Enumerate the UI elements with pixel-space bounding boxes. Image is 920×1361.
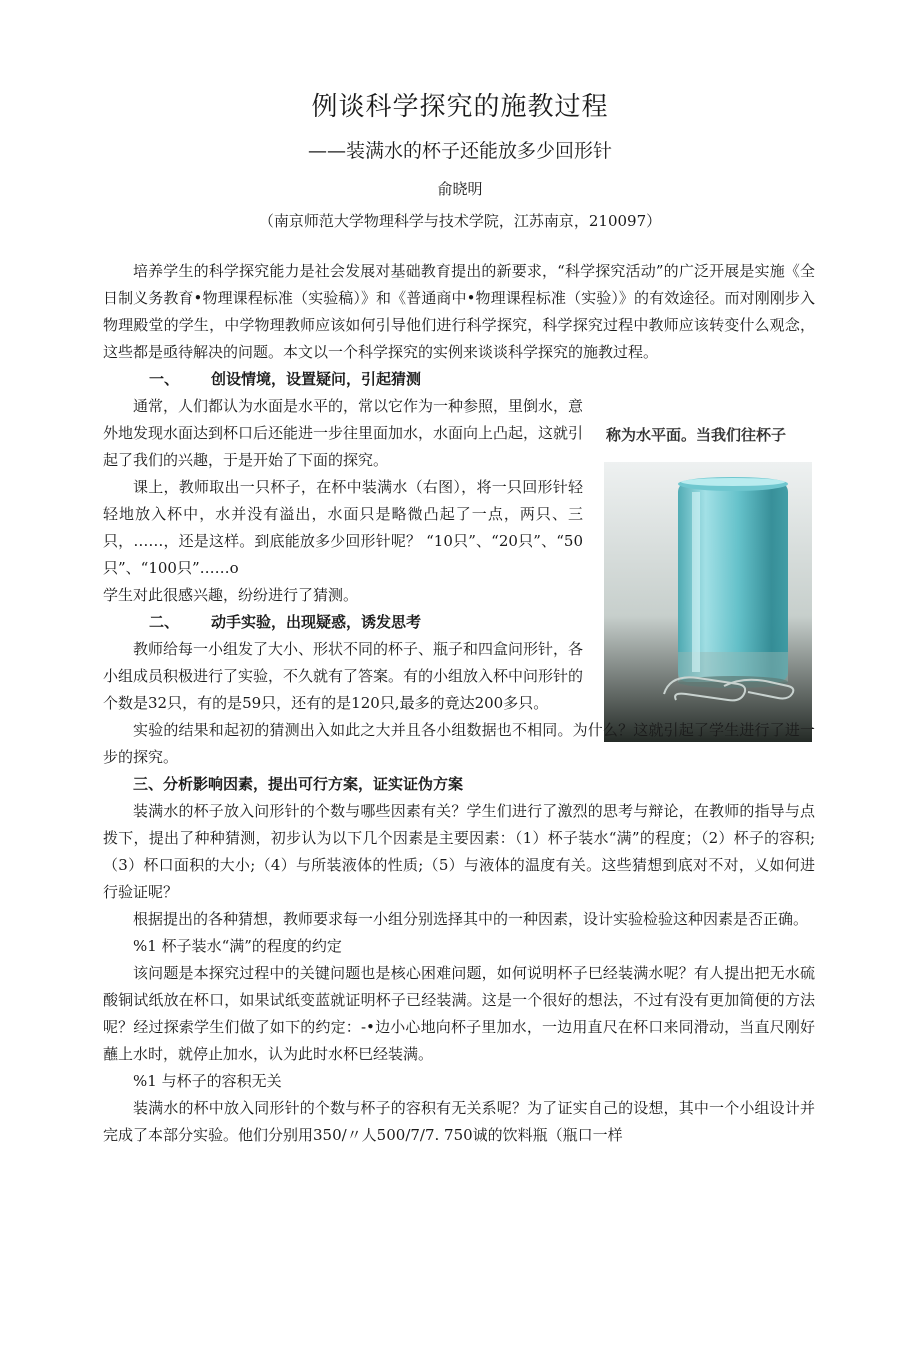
paragraph: 装满水的杯中放入同形针的个数与杯子的容积有无关系呢？为了证实自己的设想，其中一个小组设计并完成了本部分实验。他们分别用350/〃人500/7/7. 750诚的饮料瓶（瓶口一样 [103,1099,815,1144]
intro-paragraph: 培养学生的科学探究能力是社会发展对基础教育提出的新要求，“科学探究活动”的广泛开展是实施《全日制义务教育•物理课程标准（实验稿）》和《普通商中•物理课程标准（实验）》的有效途径。而对刚刚步入物理殿堂的学生，中学物理教师应该如何引导他们进行科学探究，科学探究过程中教师应该转变什么观念，这些都是亟待解决的问题。本文以一个科学探究的实例来谈谈科学探究的施教过程。 [103,262,815,361]
paragraph: 该问题是本探究过程中的关键问题也是核心困难问题，如何说明杯子巳经装满水呢？有人提出把无水硫酸铜试纸放在杯口，如果试纸变蓝就证明杯子已经装满。这是一个很好的想法，不过有没有更加简便的方法呢？经过探索学生们做了如下的约定：-•边小心地向杯子里加水，一边用直尺在杯口来同滑动，当直尺刚好蘸上水时，就停止加水，认为此时水杯巳经装满。 [103,964,815,1063]
paragraph: 课上，教师取出一只杯子，在杯中装满水（右图），将一只回形针轻轻地放入杯中，水并没有溢出，水面只是略微凸起了一点，两只、三只，……，还是这样。到底能放多少回形针呢？ “10只”、“20只”、“50只”、“100只”……o [103,478,583,577]
paragraph: 通常，人们都认为水面是水平的，常以它作为一种参照，里倒水，意外地发现水面达到杯口后还能进一步往里面加水，水面向上凸起，这就引起了我们的兴趣，于是开始了下面的探究。 [103,397,584,469]
section-heading-text: 动手实验，出现疑惑，诱发思考 [211,613,422,631]
paragraph: 教师给每一小组发了大小、形状不同的杯子、瓶子和四盒问形针，各小组成员积极进行了实验，不久就有了答案。有的小组放入杯中问形针的个数是32只，有的是59只，还有的是120只,最多的竟达200多只。 [103,640,584,712]
article-title: 例谈科学探究的施教过程 [311,92,609,122]
article-body [103,258,815,1149]
paragraph: 学生对此很感兴趣，纷纷进行了猜测。 [103,586,359,604]
clipped-text-fragment: 称为水平面。当我们往杯子 [606,426,787,444]
author-affiliation: （南京师范大学物理科学与技术学院，江苏南京，210097） [258,212,662,230]
section-heading: 三、分析影响因素，提出可行方案，证实证伪方案 [133,775,464,793]
subsection-heading: %1 与杯子的容积无关 [133,1072,282,1090]
paragraph: 根据提出的各种猜想，教师要求每一小组分别选择其中的一种因素，设计实验检验这种因素是否正确。 [133,910,809,928]
article-subtitle: ——装满水的杯子还能放多少回形针 [307,140,612,162]
section-heading [103,366,815,393]
section-number: 二、 [149,613,180,631]
section-heading-text: 创设情境，设置疑问，引起猜测 [211,370,422,388]
section-heading [103,609,815,636]
paragraph: 装满水的杯子放入问形针的个数与哪些因素有关？学生们进行了激烈的思考与辩论，在教师的指导与点拨下，提出了种种猜测，初步认为以下几个因素是主要因素：（1）杯子装水“满”的程度；（2）杯子的容积;（3）杯口面积的大小;（4）与所装液体的性质;（5）与液体的温度有关。这些猜想到底对不对，乂如何进行验证呢？ [103,802,815,901]
paragraph: 实验的结果和起初的猜测出入如此之大并且各小组数据也不相同。为什么？这就引起了学生进行了进一步的探究。 [103,721,815,766]
author-name: 俞晓明 [437,180,483,198]
subsection-heading: %1 杯子装水“满”的程度的约定 [133,937,342,955]
section-number: 一、 [149,370,180,388]
